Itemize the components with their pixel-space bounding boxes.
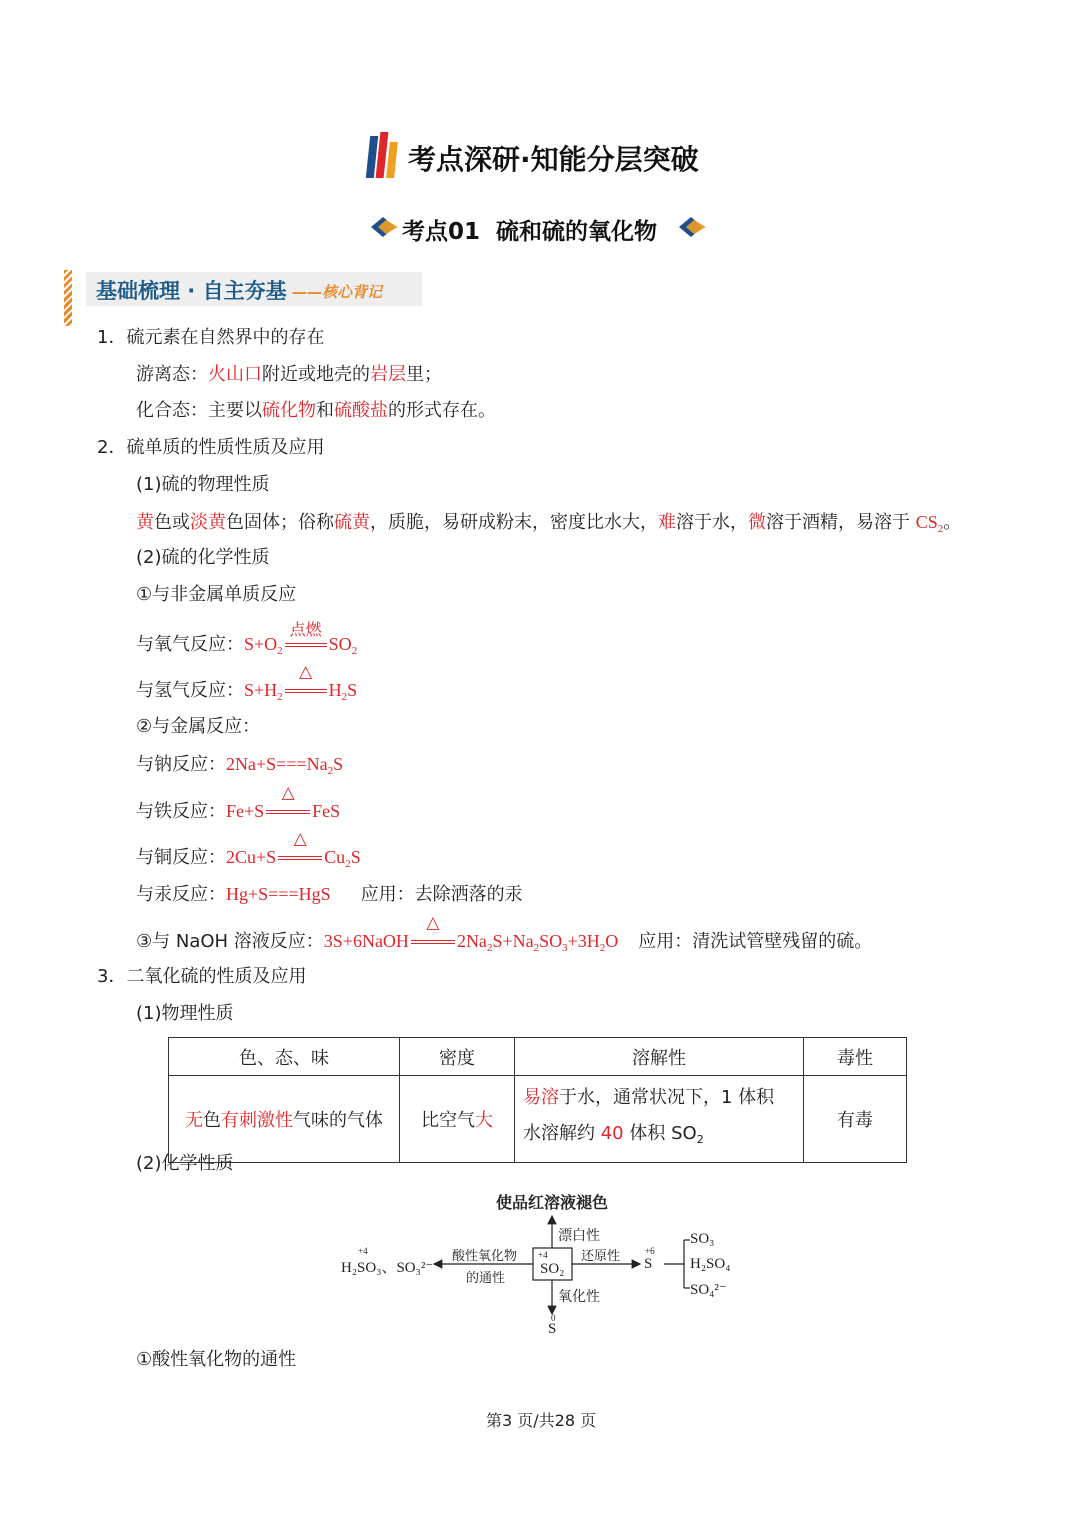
acid-oxide-heading: ①酸性氧化物的通性 [136,1349,297,1370]
mercury-reaction: 与汞反应：Hg+S===HgS 应用：去除洒落的汞 [136,884,523,905]
table-row [169,1076,907,1163]
iron-reaction: 与铁反应：Fe+S △ FeS [136,783,341,822]
density-cell: 比空气大 [400,1076,515,1163]
table-header: 溶解性 [515,1038,804,1076]
diagram-right-h2so4: H₂SO₄ [690,1256,731,1272]
diagram-left-ox: +4 [358,1246,368,1256]
diagram-center-so2: SO₂ [540,1261,565,1277]
table-header-row [169,1038,907,1076]
diagram-oxid-label: 氧化性 [558,1289,600,1305]
sub-title: 考点01 硫和硫的氧化物 [402,219,658,245]
diagram-acid-label-1: 酸性氧化物 [452,1249,518,1264]
page-number: 第3 页/共28 页 [486,1411,597,1430]
oxygen-reaction: 与氧气反应：$S+O_2$ 点燃 $SO_2$ [136,620,358,657]
diagram-reduce-label: 还原性 [581,1249,621,1264]
section-3-heading: 3．二氧化硫的性质及应用 [97,966,307,987]
section-1-heading: 1．硫元素在自然界中的存在 [97,327,325,348]
solubility-cell: 易溶于水，通常状况下，1 体积 水溶解约 40 体积 $SO_2$ [515,1076,804,1163]
table-header: 毒性 [804,1038,907,1076]
diagram-right-ox: +6 [645,1246,655,1256]
subtitle-right-diamond-icon [676,214,710,240]
diagram-right-s: S [644,1256,653,1272]
so2-chemical-heading: (2)化学性质 [136,1153,234,1174]
diagram-acid-label-2: 的通性 [466,1271,506,1286]
hydrogen-reaction: 与氢气反应：$S+H_2$ △ $H_2S$ [136,662,358,703]
diagram-bottom-s: S [548,1321,557,1337]
diagram-right-so3: SO₃ [690,1231,715,1247]
sodium-reaction: 与钠反应：$2Na+S===Na_2S$ [136,754,344,777]
title-logo-icon [368,132,404,178]
ignite-equal-sign: 点燃 [283,632,329,656]
combined-state-line: 化合态：主要以硫化物和硫酸盐的形式存在。 [136,400,496,421]
diagram-top-label: 使品红溶液褪色 [496,1193,609,1212]
banner-label: 基础梳理 · 自主夯基 [96,279,287,303]
free-state-line: 游离态：火山口附近或地壳的岩层里； [136,364,442,385]
diagram-center-ox: +4 [538,1250,548,1260]
color-state-odor-cell: 无色有刺激性气味的气体 [169,1076,400,1163]
table-header: 密度 [400,1038,515,1076]
heat-equal-sign: △ [276,845,324,869]
section-2-heading: 2．硫单质的性质性质及应用 [97,437,325,458]
copper-reaction: 与铜反应：2Cu+S △ $Cu_2S$ [136,829,361,870]
table-header: 色、态、味 [169,1038,400,1076]
so2-physical-heading: (1)物理性质 [136,1003,234,1024]
diagram-left-compounds: H₂SO₃、SO₃²⁻ [341,1260,434,1276]
nonmetal-heading: ①与非金属单质反应 [136,584,297,605]
metal-heading: ②与金属反应： [136,716,261,737]
diagram-bleach-label: 漂白性 [558,1228,600,1244]
toxicity-cell: 有毒 [804,1076,907,1163]
chemical-heading: (2)硫的化学性质 [136,547,270,568]
naoh-reaction: ③与 NaOH 溶液反应：3S+6NaOH △ $2Na_2S+Na_2SO_3+3H_2O$ 应用：清洗试管壁残留的硫。 [136,913,873,954]
diagram-bottom-ox: 0 [551,1313,556,1323]
banner-tag: ——核心背记 [292,283,383,301]
heat-equal-sign: △ [409,929,457,953]
heat-equal-sign: △ [264,799,312,823]
physical-properties: 黄色或淡黄色固体；俗称硫黄，质脆，易研成粉末，密度比水大，难溶于水，微溶于酒精，易溶于 $CS_2$。 [136,512,962,535]
banner-stripe [64,270,72,326]
heat-equal-sign: △ [283,678,329,702]
physical-heading: (1)硫的物理性质 [136,474,270,495]
so2-properties-table [168,1037,907,1163]
main-title: 考点深研·知能分层突破 [408,143,699,176]
diagram-right-so4: SO₄²⁻ [690,1282,727,1298]
subtitle-left-diamond-icon [368,214,400,240]
